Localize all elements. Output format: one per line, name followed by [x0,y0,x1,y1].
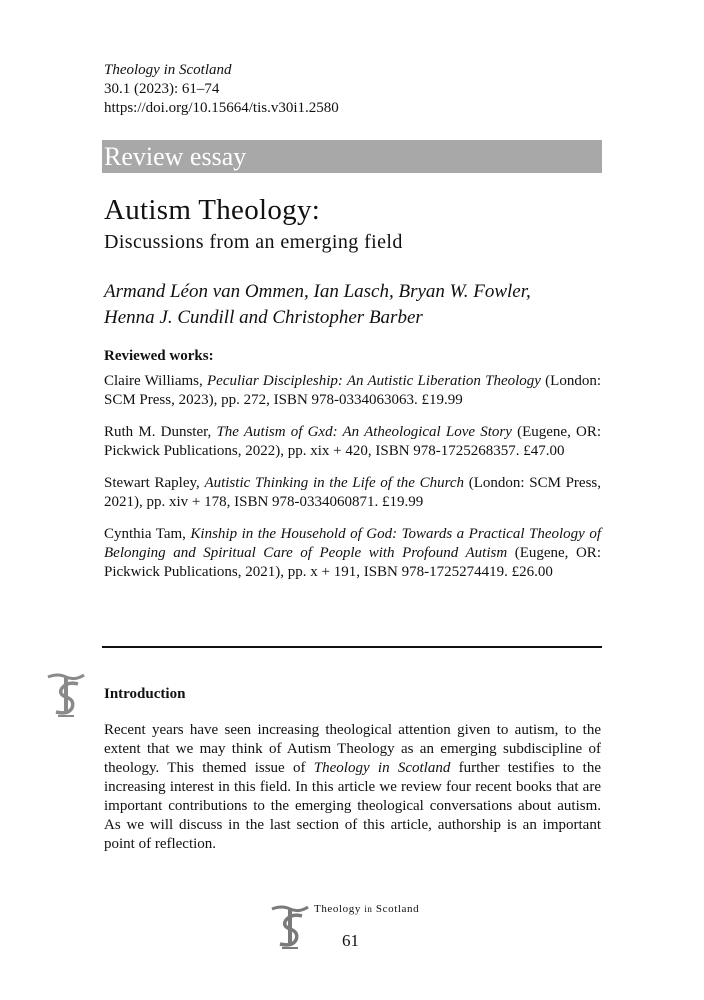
reviewed-work-item [104,474,601,512]
intro-text-part-1: Recent years have seen increasing theological attention given to autism, to the extent that we may think of Autism Theology as an emerging subdiscipline of theology. This themed issue of [104,722,601,776]
reviewed-works-list [104,372,601,595]
work-title: Peculiar Discipleship: An Autistic Liberation Theology [207,373,541,389]
work-title: The Autism of Gxd: An Atheological Love Story [216,424,512,440]
work-details: (Eugene, OR: Pickwick Publications, 2021), pp. x + 191, ISBN 978-1725274419. £26.00 [104,545,601,580]
authors-line-2: Henna J. Cundill and Christopher Barber [104,307,423,328]
reviewed-work-item [104,525,601,582]
section-banner: Review essay [102,140,602,173]
work-author: Ruth M. Dunster, [104,424,217,440]
reviewed-work-item [104,423,601,461]
article-title: Autism Theology: [104,194,321,226]
footer-word-theology: Theology [314,903,361,915]
introduction-paragraph [104,721,601,854]
work-title: Kinship in the Household of God: Towards a Practical Theology of Belonging and Spiritual Care of People with Profound Autism [104,526,601,561]
footer-word-in: in [364,904,373,914]
journal-name: Theology in Scotland [104,62,232,78]
journal-meta [104,61,339,118]
reviewed-works-heading: Reviewed works: [104,348,214,364]
introduction-heading: Introduction [104,686,186,702]
work-author: Stewart Rapley, [104,475,205,491]
footer-journal-name [314,903,419,915]
authors-line-1: Armand Léon van Ommen, Ian Lasch, Bryan W. Fowler, [104,281,531,302]
journal-logo-icon [44,668,88,720]
reviewed-work-item [104,372,601,410]
footer-word-scotland: Scotland [375,903,420,915]
page-number: 61 [342,931,359,950]
work-details: (London: SCM Press, 2021), pp. xiv + 178, ISBN 978-0334060871. £19.99 [104,475,602,510]
intro-text-part-2: further testifies to the increasing interest in this field. In this article we review four recent books that are important contributions to the emerging theological conversations about autism. As we will discuss in the last section of this article, authorship is an important point of reflection. [104,760,601,852]
work-details: (London: SCM Press, 2023), pp. 272, ISBN 978-0334063063. £19.99 [104,373,601,408]
article-subtitle: Discussions from an emerging field [104,231,403,253]
footer-logo-icon [268,900,312,952]
work-details: (Eugene, OR: Pickwick Publications, 2022), pp. xix + 420, ISBN 978-1725268357. £47.00 [104,424,602,459]
work-title: Autistic Thinking in the Life of the Church [204,475,465,491]
doi-link[interactable]: https://doi.org/10.15664/tis.v30i1.2580 [104,100,339,116]
issue-info: 30.1 (2023): 61–74 [104,81,220,97]
section-divider [102,646,602,648]
work-author: Claire Williams, [104,373,207,389]
author-list [104,279,604,331]
intro-journal-italic: Theology in Scotland [313,760,451,776]
work-author: Cynthia Tam, [104,526,191,542]
